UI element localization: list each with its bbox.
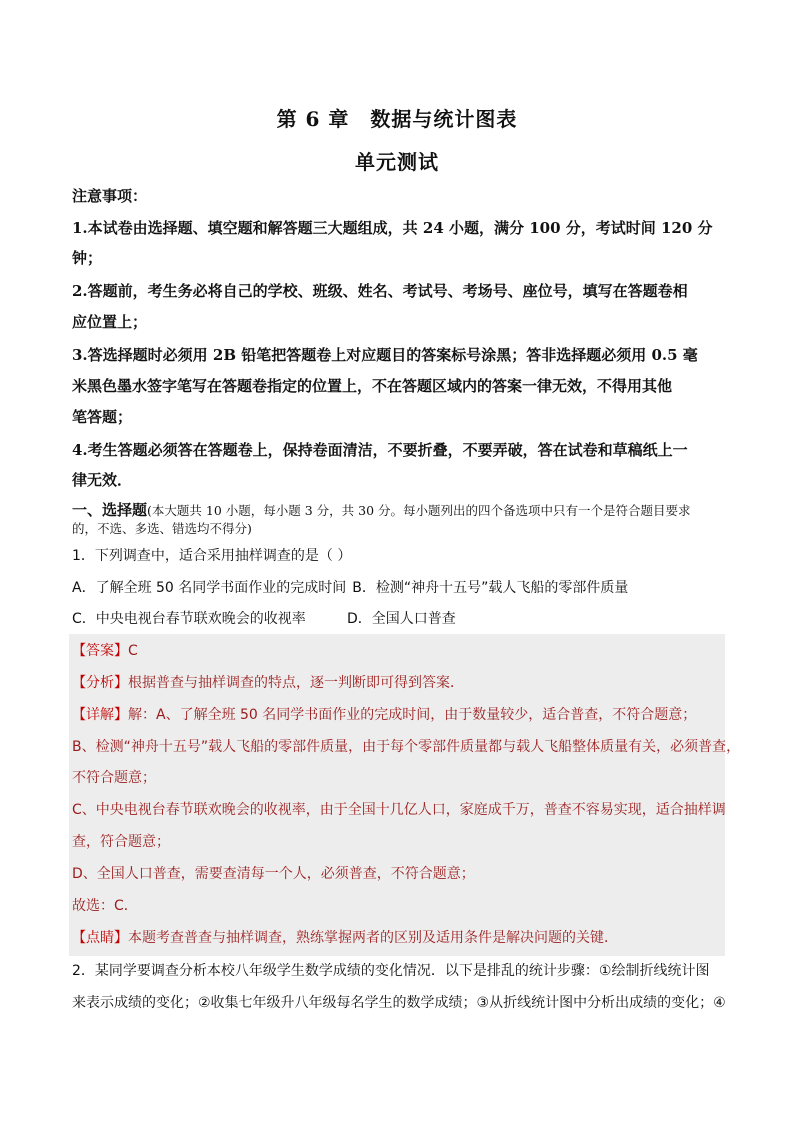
detail-line: C、中央电视台春节联欢晚会的收视率，由于全国十几亿人口，家庭成千万，普查不容易实现，适合抽样调 — [72, 802, 726, 818]
notice-item: 1.本试卷由选择题、填空题和解答题三大题组成，共 24 小题，满分 100 分，考试时间 120 分 — [72, 219, 713, 237]
question-options-cd — [72, 609, 724, 629]
analysis-text: 根据普查与抽样调查的特点，逐一判断即可得到答案． — [128, 675, 464, 691]
answer-value: C — [128, 643, 138, 659]
detail-line: D、全国人口普查，需要查清每一个人，必须普查，不符合题意； — [72, 866, 475, 882]
option-a: A．了解全班 50 名同学书面作业的完成时间 — [72, 580, 347, 596]
comment-text: 本题考查普查与抽样调查，熟练掌握两者的区别及适用条件是解决问题的关键． — [128, 930, 618, 946]
notice-item: 2.答题前，考生务必将自己的学校、班级、姓名、考试号、考场号、座位号，填写在答题卷相 — [72, 282, 688, 300]
notice-item: 3.答选择题时必须用 2B 铅笔把答题卷上对应题目的答案标号涂黑；答非选择题必须用 0.5 毫 — [72, 346, 698, 364]
notice-item: 米黑色墨水签字笔写在答题卷指定的位置上，不在答题区域内的答案一律无效，不得用其他 — [72, 377, 673, 395]
page-subtitle: 单元测试 — [355, 150, 439, 174]
option-c: C．中央电视台春节联欢晚会的收视率 — [72, 611, 306, 627]
question-options-ab — [72, 578, 724, 598]
section-description: (本大题共 10 小题，每小题 3 分，共 30 分。每小题列出的四个备选项中只有一个是符合题目要求 — [147, 503, 691, 518]
section-heading — [72, 500, 724, 521]
answer-tag: 【答案】 — [72, 643, 128, 659]
option-b: B．检测“神舟十五号”载人飞船的零部件质量 — [352, 580, 629, 596]
analysis-line — [72, 673, 724, 693]
detail-text: 解：A、了解全班 50 名同学书面作业的完成时间，由于数量较少，适合普查，不符合题意； — [128, 707, 697, 723]
detail-line: B、检测“神舟十五号”载人飞船的零部件质量，由于每个零部件质量都与载人飞船整体质量有关，必须普查， — [72, 739, 741, 755]
notice-item: 笔答题； — [72, 408, 133, 426]
section-description-cont: 的，不选、多选、错选均不得分) — [72, 521, 252, 536]
notice-item: 4.考生答题必须答在答题卷上，保持卷面清洁，不要折叠，不要弄破，答在试卷和草稿纸上一 — [72, 441, 688, 459]
notice-item: 钟； — [72, 249, 103, 267]
notice-heading: 注意事项： — [72, 187, 148, 205]
option-d: D．全国人口普查 — [347, 611, 456, 627]
detail-line — [72, 705, 724, 725]
comment-tag: 【点睛】 — [72, 930, 128, 946]
notice-item: 应位置上； — [72, 313, 148, 331]
question-stem: 2．某同学要调查分析本校八年级学生数学成绩的变化情况．以下是排乱的统计步骤：①绘制折线统计图 — [72, 963, 710, 979]
comment-line — [72, 928, 724, 948]
question-stem-cont: 来表示成绩的变化；②收集七年级升八年级每名学生的数学成绩；③从折线统计图中分析出成绩的变化；④ — [72, 995, 726, 1011]
question-stem: 1．下列调查中，适合采用抽样调查的是（ ） — [72, 548, 352, 564]
section-label: 一、选择题 — [72, 501, 148, 519]
detail-line: 查，符合题意； — [72, 834, 170, 850]
detail-tag: 【详解】 — [72, 707, 128, 723]
answer-line — [72, 641, 724, 661]
analysis-tag: 【分析】 — [72, 675, 128, 691]
detail-line: 故选：C． — [72, 898, 138, 914]
detail-line: 不符合题意； — [72, 770, 156, 786]
chapter-title: 第 6 章 数据与统计图表 — [276, 107, 518, 131]
notice-item: 律无效． — [72, 471, 133, 489]
